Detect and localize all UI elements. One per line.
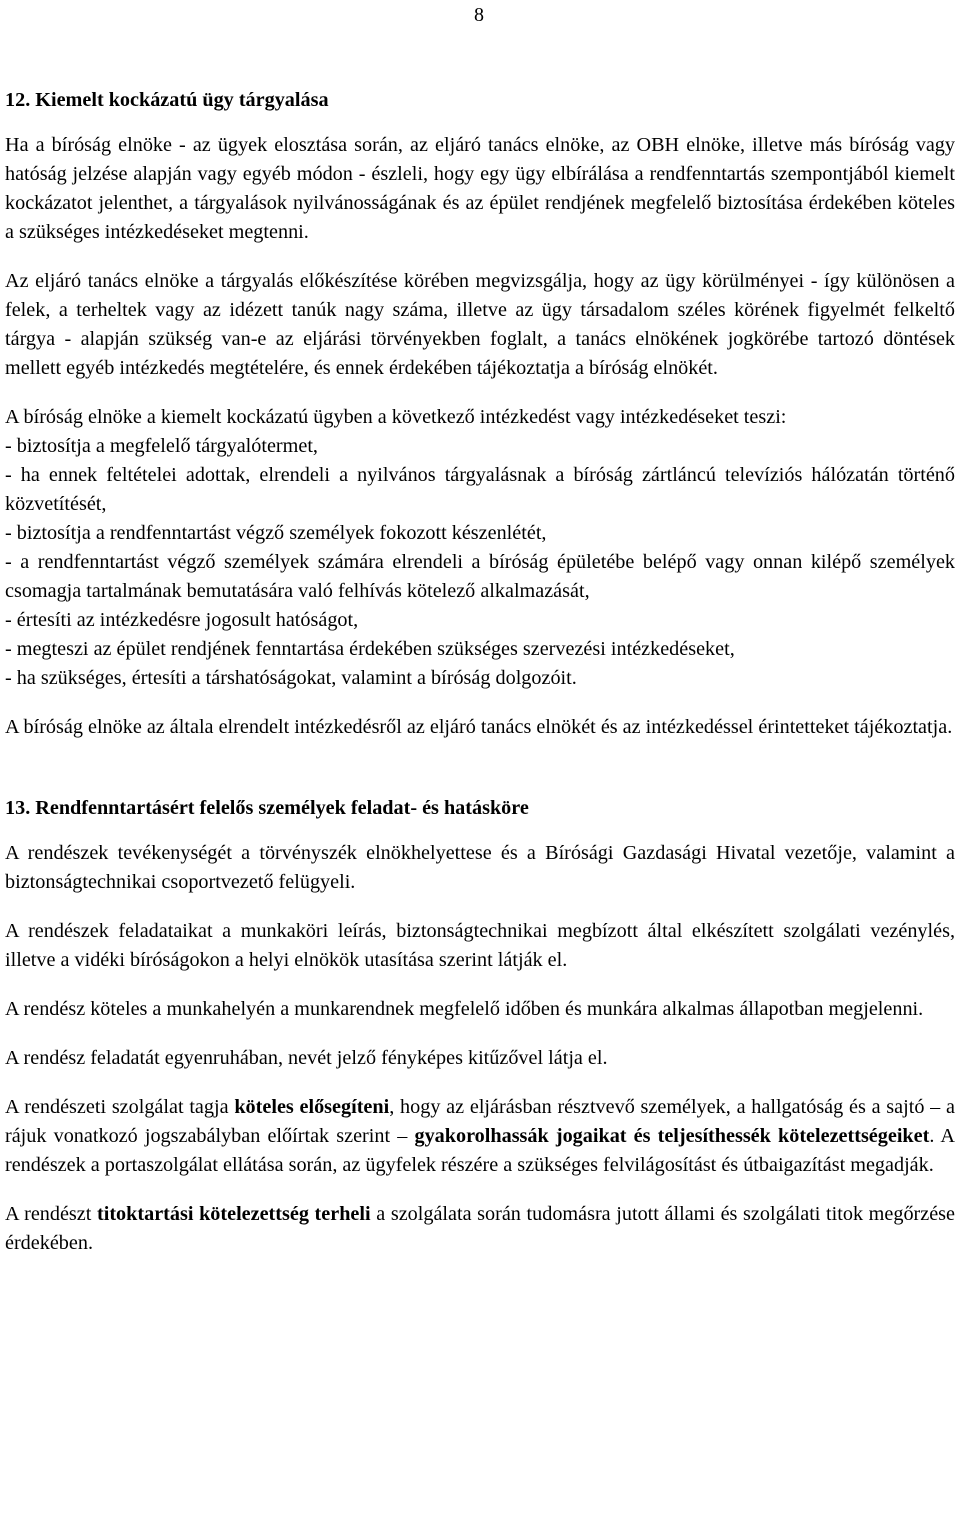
document-body	[5, 86, 955, 1258]
list-item: - biztosítja a megfelelő tárgyalótermet,	[5, 435, 318, 457]
section-12-paragraph-3-intro: A bíróság elnöke a kiemelt kockázatú ügyben a következő intézkedést vagy intézkedéseket teszi:	[5, 406, 787, 428]
list-item: - értesíti az intézkedésre jogosult hatóságot,	[5, 609, 359, 631]
list-item: - megteszi az épület rendjének fenntartása érdekében szükséges szervezési intézkedéseket,	[5, 638, 735, 660]
section-12-paragraph-2: Az eljáró tanács elnöke a tárgyalás előkészítése körében megvizsgálja, hogy az ügy körülményei - így különösen a felek, a terheltek vagy az idézett tanúk nagy száma, illetve az ügy társadalom széles körének figyelmét felkeltő tárgya - alapján szükség van-e az eljárási törvényekben foglalt, a tanács elnökének jogkörébe tartozó döntések mellett egyéb intézkedés megtételére, és ennek érdekében tájékoztatja a bíróság elnökét.	[5, 270, 955, 379]
bold-text: titoktartási kötelezettség terheli	[97, 1203, 371, 1225]
list-item: - biztosítja a rendfenntartást végző személyek fokozott készenlétét,	[5, 522, 547, 544]
list-item: - ha ennek feltételei adottak, elrendeli a nyilvános tárgyalásnak a bíróság zártláncú televíziós hálózatán történő közvetítését,	[5, 464, 955, 515]
section-12-paragraph-1: Ha a bíróság elnöke - az ügyek elosztása során, az eljáró tanács elnöke, az OBH elnöke, illetve más bíróság vagy hatóság jelzése alapján vagy egyéb módon - észleli, hogy egy ügy elbírálása a rendfenntartás szempontjából kiemelt kockázatot jelenthet, a tárgyalások nyilvánosságának és az épület rendjének megfelelő biztosítása érdekében köteles a szükséges intézkedéseket megtenni.	[5, 134, 955, 243]
section-12-paragraph-4: A bíróság elnöke az általa elrendelt intézkedésről az eljáró tanács elnökét és az intézkedéssel érintetteket tájékoztatja.	[5, 716, 953, 738]
bold-text: gyakorolhassák jogaikat és teljesíthessék kötelezettségeiket	[414, 1125, 930, 1147]
text-run: . A rendészek a portaszolgálat ellátása során, az ügyfelek részére a szükséges felvilágosítást és útbaigazítást megadják.	[5, 1125, 955, 1176]
bold-text: köteles elősegíteni	[234, 1096, 390, 1118]
section-13-paragraph-2: A rendészek feladataikat a munkaköri leírás, biztonságtechnikai megbízott által elkészített szolgálati vezénylés, illetve a vidéki bíróságokon a helyi elnökök utasítása szerint látják el.	[5, 920, 955, 971]
section-13-paragraph-1: A rendészek tevékenységét a törvényszék elnökhelyettese és a Bírósági Gazdasági Hivatal vezetője, valamint a biztonságtechnikai csoportvezető felügyeli.	[5, 842, 955, 893]
text-run: a szolgálata során tudomásra jutott állami és szolgálati titok megőrzése érdekében.	[5, 1203, 955, 1254]
section-12-heading: 12. Kiemelt kockázatú ügy tárgyalása	[5, 89, 329, 111]
list-item: - ha szükséges, értesíti a társhatóságokat, valamint a bíróság dolgozóit.	[5, 667, 577, 689]
text-run: , hogy az eljárásban résztvevő személyek, a hallgatóság és a sajtó – a rájuk vonatkozó jogszabályban előírtak szerint –	[5, 1096, 955, 1147]
measures-list	[5, 432, 955, 693]
section-13-paragraph-6	[5, 1200, 955, 1258]
section-13-heading: 13. Rendfenntartásért felelős személyek feladat- és hatásköre	[5, 797, 529, 819]
section-13-paragraph-4: A rendész feladatát egyenruhában, nevét jelző fényképes kitűzővel látja el.	[5, 1047, 608, 1069]
list-item: - a rendfenntartást végző személyek számára elrendeli a bíróság épületébe belépő vagy onnan kilépő személyek csomagja tartalmának bemutatására való felhívás kötelező alkalmazását,	[5, 551, 955, 602]
text-run: A rendészt	[5, 1203, 97, 1225]
section-13-paragraph-3: A rendész köteles a munkahelyén a munkarendnek megfelelő időben és munkára alkalmas állapotban megjelenni.	[5, 998, 924, 1020]
text-run: A rendészeti szolgálat tagja	[5, 1096, 235, 1118]
section-13-paragraph-5	[5, 1093, 955, 1180]
page-number: 8	[474, 4, 484, 26]
